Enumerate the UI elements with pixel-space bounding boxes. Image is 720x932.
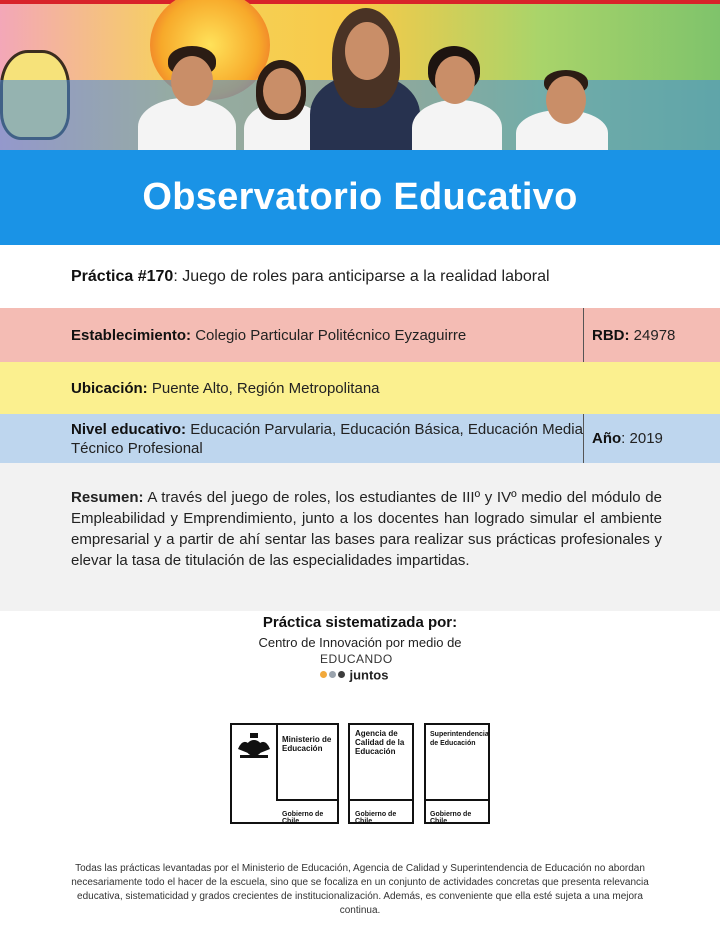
practice-name: : Juego de roles para anticiparse a la realidad laboral — [173, 267, 550, 285]
face — [345, 22, 389, 80]
ministry-name: Ministerio de Educación — [282, 735, 332, 753]
systematized-subtitle: Centro de Innovación por medio de — [258, 635, 462, 650]
year-label: Año — [592, 430, 622, 447]
establishment-row — [0, 308, 720, 362]
disclaimer-text: Todas las prácticas levantadas por el Ministerio de Educación, Agencia de Calidad y Superintendencia de Educación no abordan necesariamente todo el hacer de la escuela, sino que se focaliza en un conjunto de actividades concretas que presenta relevancia educativa, sistematicidad y grados crecientes de institucionalización. Además, es conveniente que ella esté sujeta a una mejora continua. — [71, 863, 649, 916]
coat-of-arms-icon — [236, 731, 272, 759]
educando-juntos-logo — [320, 652, 402, 682]
level-label: Nivel educativo: — [71, 420, 187, 438]
summary-text: A través del juego de roles, los estudiantes de IIIº y IVº medio del módulo de Empleabilidad y Emprendimiento, junto a los docentes han logrado simular el ambiente empresarial y a partir de ahí sentar las bases para realizar sus prácticas profesionales y elevar la tasa de titulación de las especialidades impartidas. — [71, 489, 662, 569]
logo-dots-icon — [320, 671, 345, 678]
practice-row — [0, 245, 720, 308]
face — [171, 56, 213, 106]
logo-dot — [329, 671, 336, 678]
agency-logo-frame — [350, 725, 414, 801]
logo-dot — [338, 671, 345, 678]
title-band — [0, 150, 720, 245]
student-3 — [412, 100, 502, 150]
superintendence-logo — [424, 723, 490, 824]
rbd-label: RBD: — [592, 326, 630, 344]
summary-block — [0, 463, 720, 611]
rbd-value: 24978 — [629, 326, 676, 344]
agency-name: Agencia de Calidad de la Educación — [355, 729, 405, 756]
ministry-logo — [230, 723, 339, 824]
superintendence-name: Superintendencia de Educación — [430, 731, 489, 747]
rbd-cell — [584, 327, 675, 344]
establishment-cell — [0, 308, 584, 362]
year-value: : 2019 — [621, 430, 663, 447]
systematized-title: Práctica sistematizada por: — [262, 614, 458, 631]
location-row — [0, 362, 720, 414]
establishment-label: Establecimiento: — [71, 326, 192, 344]
superintendence-logo-frame — [426, 725, 490, 801]
superintendence-footer: Gobierno de Chile — [430, 811, 472, 825]
student-1 — [138, 98, 236, 150]
level-value: Educación Parvularia, Educación Básica, Educación Media Técnico Profesional — [71, 420, 583, 457]
page-title: Observatorio Educativo — [142, 176, 578, 218]
face — [435, 56, 475, 104]
systematized-block — [0, 612, 720, 650]
level-cell — [0, 414, 584, 463]
logo-line-2: juntos — [349, 667, 389, 683]
location-value: Puente Alto, Región Metropolitana — [147, 379, 380, 397]
practice-number: Práctica #170 — [71, 267, 174, 285]
agency-footer: Gobierno de Chile — [355, 811, 397, 825]
agency-logo — [348, 723, 414, 824]
summary-label: Resumen: — [71, 489, 144, 506]
top-red-line — [0, 0, 720, 4]
hero-photo — [0, 0, 720, 150]
location-label: Ubicación: — [71, 379, 148, 397]
level-row — [0, 414, 720, 463]
face — [546, 76, 586, 124]
logo-line-1: EDUCANDO — [320, 652, 393, 666]
logo-dot — [320, 671, 327, 678]
year-cell — [584, 430, 663, 447]
face — [263, 68, 301, 114]
establishment-value: Colegio Particular Politécnico Eyzaguirre — [191, 326, 467, 344]
ministry-footer: Gobierno de Chile — [282, 811, 324, 825]
